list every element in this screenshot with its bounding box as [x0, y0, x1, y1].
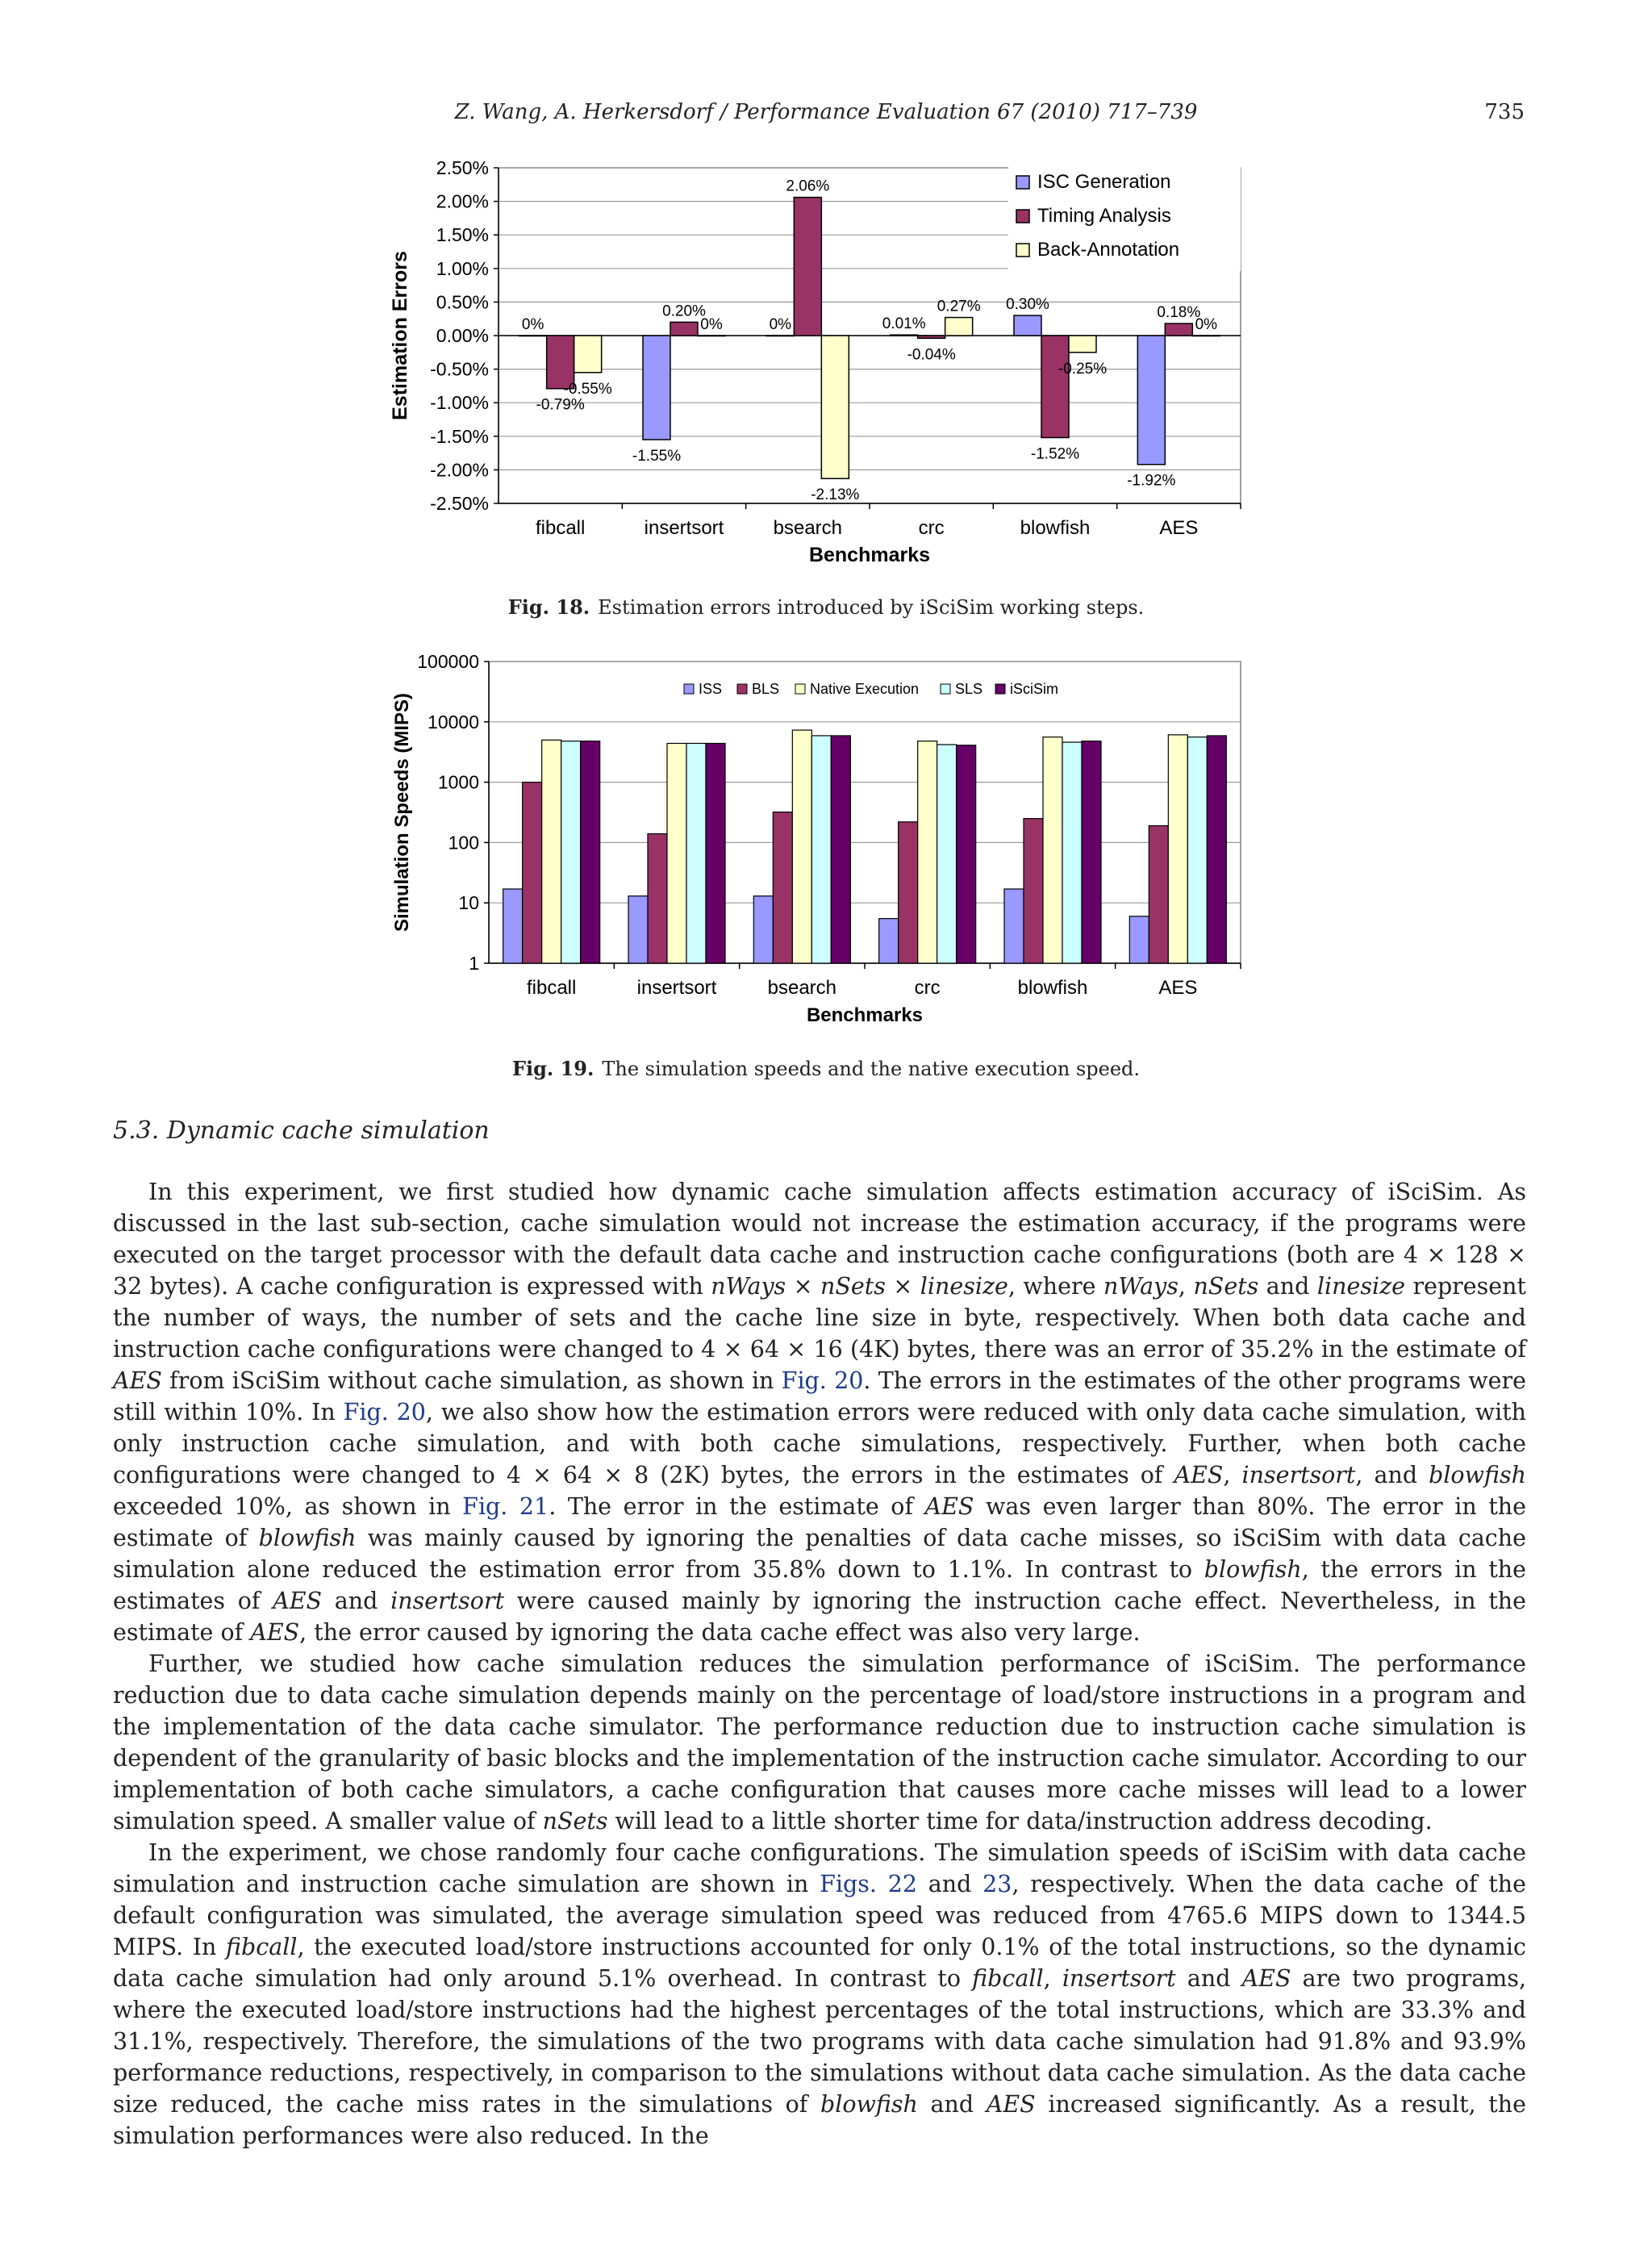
data-label: 0.18%	[1157, 304, 1201, 322]
bar	[561, 741, 581, 963]
italic-term: nWays	[1103, 1273, 1179, 1300]
figure-18-caption-text: Estimation errors introduced by iSciSim working steps.	[598, 596, 1145, 619]
italic-term: nWays × nSets × linesize	[711, 1273, 1008, 1300]
text-run: , where	[1007, 1273, 1103, 1300]
text-run: , the errors in the estimates of	[113, 1556, 1527, 1614]
x-tick-label: crc	[914, 977, 941, 999]
estimation-errors-bar-chart	[379, 153, 1274, 573]
legend-swatch	[1016, 244, 1029, 257]
x-tick-label: insertsort	[636, 977, 717, 999]
text-run: and	[917, 2091, 987, 2118]
y-tick-label: 100	[448, 832, 479, 854]
y-tick-label: 1000	[437, 771, 479, 793]
simulation-speeds-bar-chart	[379, 645, 1274, 1037]
legend-label: Native Execution	[810, 681, 920, 697]
y-tick-label: 2.50%	[436, 157, 489, 178]
italic-term: blowfish	[820, 2091, 918, 2118]
legend-label: Timing Analysis	[1037, 205, 1171, 227]
data-label: -1.52%	[1030, 445, 1080, 463]
y-tick-label: -1.50%	[430, 425, 489, 447]
bar	[628, 896, 648, 963]
bar	[686, 743, 706, 963]
paragraph	[113, 1648, 1526, 1837]
data-label: -0.79%	[536, 396, 585, 414]
bar	[794, 198, 821, 336]
bar	[706, 743, 725, 963]
data-label: 0%	[1195, 316, 1218, 333]
y-tick-label: -1.00%	[430, 392, 489, 414]
bar	[1168, 735, 1187, 963]
text-run: and	[1258, 1273, 1317, 1300]
bar	[1129, 916, 1149, 963]
text-run: , respectively. When the data cache of the default configuration was simulated, the average simulation speed was reduced from 4765.6 MIPS down to 1344.5 MIPS. In	[113, 1871, 1526, 1960]
bar	[1069, 336, 1096, 353]
page-number: 735	[1484, 100, 1525, 124]
text-run: represent the number of ways, the number of sets and the cache line size in byte, respectively. When both data cache and instruction cache configurations were changed to 4 × 64 × 16 (4K) bytes, there was an error of 35.2% in the estimate of	[113, 1273, 1526, 1363]
legend-label: SLS	[955, 681, 983, 697]
text-run: ,	[1178, 1273, 1194, 1300]
y-tick-label: 100000	[417, 651, 479, 672]
text-run: were caused mainly by ignoring the instruction cache effect. Nevertheless, in the estimate of	[113, 1588, 1527, 1646]
x-tick-label: bsearch	[767, 977, 837, 999]
text-run: In the experiment, we chose randomly four cache configurations. The simulation speeds of iSciSim with data cache simulation and instruction cache simulation are shown in	[113, 1839, 1526, 1897]
legend-label: ISC Generation	[1037, 171, 1171, 193]
data-label: -0.25%	[1058, 360, 1108, 378]
text-run: . The error in the estimate of	[549, 1493, 925, 1520]
data-label: 0%	[521, 316, 544, 333]
bar	[1004, 889, 1024, 963]
bar	[821, 336, 849, 478]
y-tick-label: 10000	[428, 711, 479, 733]
bar	[1043, 737, 1062, 963]
y-tick-label: 1.50%	[436, 224, 489, 246]
bar	[753, 896, 773, 963]
bar	[891, 335, 918, 336]
figure-18-chart	[379, 153, 1274, 573]
italic-term: AES	[273, 1588, 323, 1614]
legend-label: iSciSim	[1010, 681, 1059, 697]
italic-term: AES	[1174, 1462, 1224, 1488]
bar	[667, 743, 686, 963]
x-tick-label: insertsort	[644, 517, 724, 539]
y-tick-label: 10	[458, 892, 479, 914]
bar	[542, 740, 561, 963]
bar	[581, 741, 600, 963]
italic-term: AES	[986, 2091, 1036, 2118]
legend-swatch	[684, 684, 694, 694]
bar	[1024, 819, 1043, 963]
italic-term: nSets	[542, 1808, 608, 1835]
bar	[957, 745, 976, 963]
figure-18-label: Fig. 18.	[507, 595, 590, 619]
figure-reference-link[interactable]: Fig. 21	[462, 1493, 549, 1520]
bar	[879, 919, 899, 963]
x-axis-title: Benchmarks	[808, 544, 931, 566]
legend-swatch	[1016, 176, 1029, 189]
y-axis-title: Simulation Speeds (MIPS)	[391, 692, 413, 933]
italic-term: AES	[113, 1367, 162, 1394]
italic-term: insertsort	[390, 1588, 505, 1614]
legend-swatch	[941, 684, 950, 694]
plot-area	[489, 662, 1241, 963]
legend-label: Back-Annotation	[1037, 239, 1180, 261]
bar	[1165, 323, 1192, 336]
bar	[670, 322, 698, 336]
italic-term: insertsort	[1062, 1965, 1176, 1992]
italic-term: AES	[250, 1619, 300, 1646]
bar	[918, 336, 945, 338]
y-tick-label: -2.00%	[430, 459, 489, 481]
x-tick-label: blowfish	[1017, 977, 1088, 999]
bar	[918, 741, 937, 963]
y-tick-label: 1.00%	[436, 257, 489, 279]
bar	[1014, 315, 1041, 336]
figure-19-label: Fig. 19.	[511, 1057, 594, 1080]
x-tick-label: AES	[1159, 517, 1199, 539]
figure-19-caption	[0, 1057, 1652, 1080]
paragraph	[113, 1837, 1526, 2152]
italic-term: AES	[924, 1493, 974, 1520]
figure-18-caption	[0, 595, 1652, 619]
bar	[523, 783, 542, 963]
y-tick-label: -2.50%	[430, 493, 489, 514]
figure-reference-link[interactable]: 23	[982, 1871, 1012, 1897]
bar	[1137, 336, 1165, 465]
data-label: -1.55%	[632, 447, 682, 465]
bar	[792, 730, 811, 963]
figure-19-chart	[379, 645, 1274, 1037]
figure-19-caption-text: The simulation speeds and the native execution speed.	[602, 1058, 1141, 1080]
data-label: 0%	[700, 316, 723, 333]
x-tick-label: blowfish	[1020, 517, 1091, 539]
figure-reference-link[interactable]: Fig. 20	[781, 1367, 864, 1394]
legend-swatch	[995, 684, 1005, 694]
italic-term: fibcall	[226, 1934, 298, 1960]
body-text	[113, 1176, 1526, 2152]
bar	[937, 745, 957, 963]
figure-reference-link[interactable]: Fig. 20	[343, 1399, 426, 1425]
y-tick-label: -0.50%	[430, 358, 489, 380]
x-tick-label: fibcall	[535, 517, 586, 539]
figure-reference-link[interactable]: Figs. 22	[820, 1871, 917, 1897]
y-tick-label: 0.00%	[436, 325, 489, 346]
bar	[1082, 741, 1101, 963]
legend-swatch	[737, 684, 747, 694]
bar	[811, 736, 831, 963]
text-run: and	[322, 1588, 391, 1614]
text-run: , and	[1355, 1462, 1429, 1488]
text-run: exceeded 10%, as shown in	[113, 1493, 463, 1520]
data-label: -2.13%	[811, 486, 860, 504]
bar	[503, 889, 523, 963]
running-title: Z. Wang, A. Herkersdorf / Performance Evaluation 67 (2010) 717–739	[454, 100, 1198, 124]
legend-swatch	[795, 684, 805, 694]
legend-swatch	[1016, 210, 1029, 223]
y-tick-label: 1	[469, 953, 479, 974]
text-run: was even larger than 80%. The error in the estimate of	[113, 1493, 1526, 1551]
text-run: increased significantly. As a result, the simulation performances were also reduced. In the	[113, 2091, 1526, 2149]
x-tick-label: fibcall	[526, 977, 577, 999]
bar	[1207, 736, 1226, 963]
section-heading: 5.3. Dynamic cache simulation	[113, 1117, 490, 1145]
text-run: , the error caused by ignoring the data cache effect was also very large.	[299, 1619, 1141, 1646]
italic-term: linesize	[1316, 1273, 1405, 1300]
bar	[773, 812, 792, 963]
x-tick-label: crc	[918, 517, 945, 539]
legend-label: BLS	[752, 681, 780, 697]
running-header	[0, 100, 1652, 132]
italic-term: blowfish	[258, 1525, 357, 1551]
x-axis-title: Benchmarks	[806, 1004, 924, 1026]
x-tick-label: bsearch	[773, 517, 843, 539]
text-run: will lead to a little shorter time for data/instruction address decoding.	[607, 1808, 1433, 1835]
bar	[1187, 737, 1207, 963]
bar	[831, 736, 850, 963]
bar	[1062, 742, 1082, 963]
paragraph	[113, 1176, 1526, 1648]
data-label: -1.92%	[1127, 472, 1176, 490]
data-label: 0%	[769, 316, 792, 333]
bar	[1149, 826, 1168, 963]
text-run: was mainly caused by ignoring the penalties of data cache misses, so iSciSim with data cache simulation alone reduced the estimation error from 35.8% down to 1.1%. In contrast to	[113, 1525, 1526, 1583]
legend-label: ISS	[699, 681, 723, 697]
bar	[648, 833, 667, 963]
text-run: from iSciSim without cache simulation, as shown in	[161, 1367, 782, 1394]
bar	[643, 336, 670, 440]
text-run: , we also show how the estimation errors were reduced with only data cache simulation, with only instruction cache simulation, and with both cache simulations, respectively. Further, when both cache configurations were changed to 4 × 64 × 8 (2K) bytes, the errors in the estimates of	[113, 1399, 1527, 1488]
bar	[1041, 336, 1069, 437]
data-label: -0.04%	[907, 346, 956, 364]
y-tick-label: 2.00%	[436, 190, 489, 212]
x-tick-label: AES	[1158, 977, 1198, 999]
data-label: -0.55%	[563, 380, 612, 398]
text-run: ,	[1043, 1965, 1062, 1992]
italic-term: nSets	[1193, 1273, 1259, 1300]
text-run: are two programs, where the executed load/store instructions had the highest percentages of the total instructions, which are 33.3% and 31.1%, respectively. Therefore, the simulations of the two programs with data cache simulation had 91.8% and 93.9% performance reductions, respectively, in comparison to the simulations without data cache simulation. As the data cache size reduced, the cache miss rates in the simulations of	[113, 1965, 1527, 2118]
italic-term: AES	[1241, 1965, 1291, 1992]
text-run: and	[1175, 1965, 1242, 1992]
text-run: ,	[1223, 1462, 1242, 1488]
text-run: . The errors in the estimates of the other programs were still within 10%. In	[113, 1367, 1526, 1425]
data-label: 2.06%	[786, 177, 830, 195]
data-label: 0.01%	[882, 315, 926, 333]
data-label: 0.20%	[662, 303, 706, 320]
text-run: Further, we studied how cache simulation reduces the simulation performance of iSciSim. The performance reduction due to data cache simulation depends mainly on the percentage of load/store instructions in a program and the implementation of the data cache simulator. The performance reduction due to instruction cache simulation is dependent of the granularity of basic blocks and the implementation of the instruction cache simulator. According to our implementation of both cache simulators, a cache configuration that causes more cache misses will lead to a lower simulation speed. A smaller value of	[113, 1651, 1526, 1835]
y-tick-label: 0.50%	[436, 291, 489, 313]
data-label: 0.27%	[937, 298, 981, 315]
y-axis-title: Estimation Errors	[389, 251, 411, 420]
italic-term: fibcall	[972, 1965, 1044, 1992]
bar	[945, 318, 973, 336]
italic-term: blowfish	[1429, 1462, 1526, 1488]
italic-term: insertsort	[1241, 1462, 1356, 1488]
text-run: In this experiment, we first studied how dynamic cache simulation affects estimation accuracy of iSciSim. As discussed in the last sub-section, cache simulation would not increase the estimation accuracy, if the programs were executed on the target processor with the default data cache and instruction cache configurations (both are 4 × 128 × 32 bytes). A cache configuration is expressed with	[113, 1179, 1526, 1300]
text-run: and	[916, 1871, 983, 1897]
bar	[574, 336, 602, 373]
bar	[899, 822, 918, 963]
text-run: , the executed load/store instructions accounted for only 0.1% of the total instructions, so the dynamic data cache simulation had only around 5.1% overhead. In contrast to	[113, 1934, 1526, 1992]
data-label: 0.30%	[1006, 296, 1049, 314]
italic-term: blowfish	[1204, 1556, 1302, 1583]
